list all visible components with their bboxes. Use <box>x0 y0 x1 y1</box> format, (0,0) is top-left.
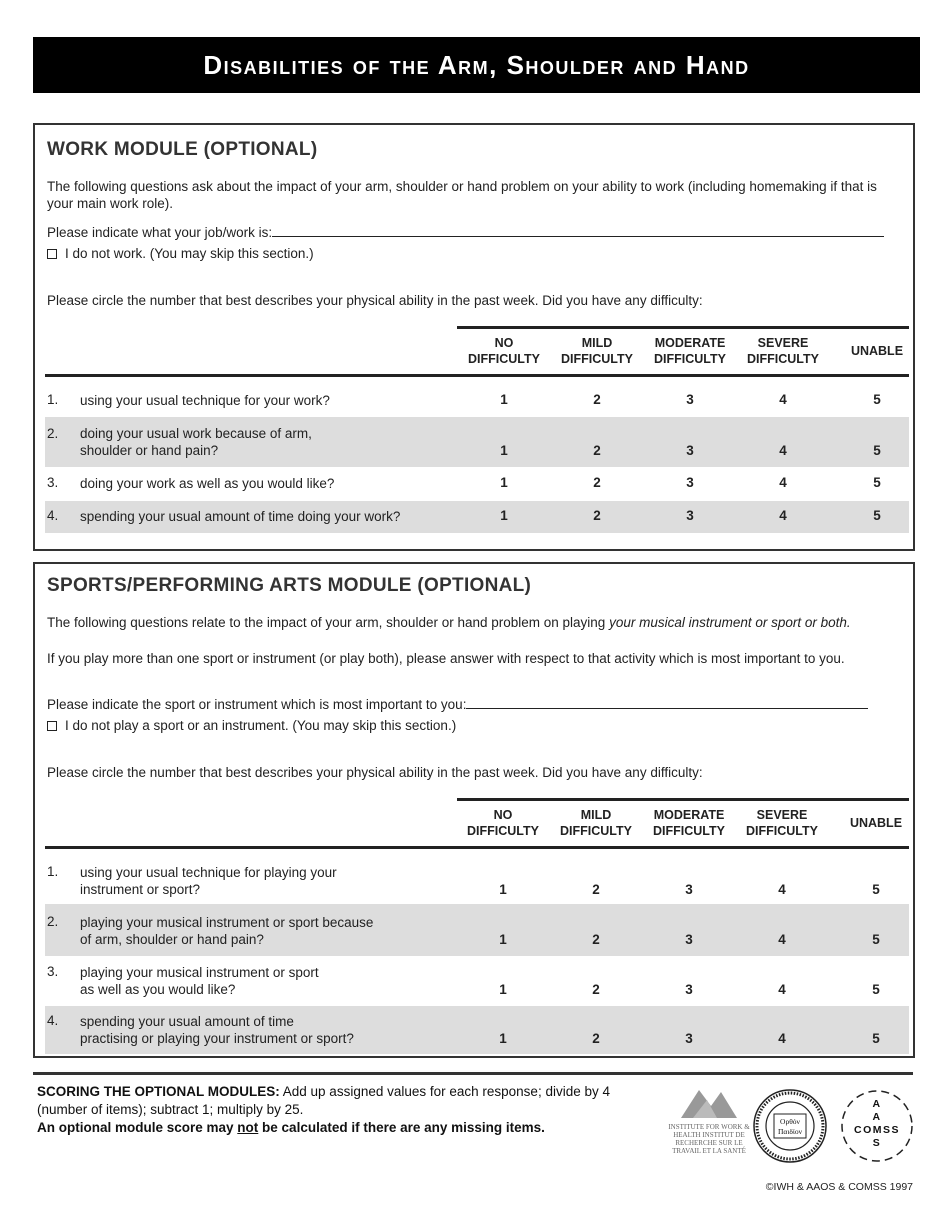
rating-5[interactable]: 5 <box>872 882 880 897</box>
rating-4[interactable]: 4 <box>779 443 787 458</box>
rating-1[interactable]: 1 <box>500 392 508 407</box>
work-module <box>33 123 915 551</box>
work-col-unable: UNABLE <box>850 344 904 358</box>
table-row: 1. using your usual technique for playing your instrument or sport? 1 2 3 4 5 <box>45 854 909 904</box>
page-banner <box>33 37 920 93</box>
question-text: doing your work as well as you would like? <box>80 476 335 491</box>
iwh-logo-text: INSTITUTE FOR WORK & HEALTH INSTITUT DE RECHERCHE SUR LE TRAVAIL ET LA SANTÉ <box>668 1123 750 1155</box>
work-header-top-rule <box>457 326 909 329</box>
rating-2[interactable]: 2 <box>592 932 600 947</box>
work-col-mild-difficulty: MILD DIFFICULTY <box>561 336 633 366</box>
rating-1[interactable]: 1 <box>500 443 508 458</box>
page-title: Disabilities of the Arm, Shoulder and Hand <box>203 49 750 80</box>
rating-2[interactable]: 2 <box>593 508 601 523</box>
table-row: 3. playing your musical instrument or sport as well as you would like? 1 2 3 4 5 <box>45 956 909 1006</box>
no-sport-checkbox[interactable] <box>47 721 57 731</box>
question-text: using your usual technique for your work? <box>80 393 330 408</box>
rating-4[interactable]: 4 <box>779 475 787 490</box>
rating-2[interactable]: 2 <box>592 1031 600 1046</box>
sports-col-moderate-difficulty: MODERATE DIFFICULTY <box>653 808 725 838</box>
rating-3[interactable]: 3 <box>686 475 694 490</box>
rating-5[interactable]: 5 <box>873 443 881 458</box>
question-text: playing your musical instrument or sport because of arm, shoulder or hand pain? <box>80 915 374 947</box>
rating-4[interactable]: 4 <box>779 392 787 407</box>
iwh-mountain-icon <box>679 1086 739 1118</box>
table-row: 2. playing your musical instrument or sport because of arm, shoulder or hand pain? 1 2 3 4 5 <box>45 904 909 956</box>
table-row: 1. using your usual technique for your work? 1 2 3 4 5 <box>45 383 909 417</box>
iwh-logo <box>668 1086 750 1155</box>
rating-3[interactable]: 3 <box>686 392 694 407</box>
rating-2[interactable]: 2 <box>592 982 600 997</box>
footer-rule <box>33 1072 913 1075</box>
no-work-checkbox[interactable] <box>47 249 57 259</box>
aaos-seal-greek-1: Ορθόν <box>780 1117 800 1126</box>
rating-4[interactable]: 4 <box>779 508 787 523</box>
sports-col-severe-difficulty: SEVERE DIFFICULTY <box>746 808 818 838</box>
rating-1[interactable]: 1 <box>499 1031 507 1046</box>
rating-5[interactable]: 5 <box>872 1031 880 1046</box>
table-row: 4. spending your usual amount of time doing your work? 1 2 3 4 5 <box>45 501 909 533</box>
sport-prompt-label: Please indicate the sport or instrument which is most important to you: <box>47 697 467 712</box>
sports-module <box>33 562 915 1058</box>
rating-1[interactable]: 1 <box>500 508 508 523</box>
work-intro: The following questions ask about the impact of your arm, shoulder or hand problem on your ability to work (including homemaking if that is your main work role). <box>47 179 877 211</box>
comss-logo-text: A A COMSS S <box>853 1098 900 1149</box>
rating-3[interactable]: 3 <box>686 508 694 523</box>
rating-1[interactable]: 1 <box>499 932 507 947</box>
question-text: doing your usual work because of arm, shoulder or hand pain? <box>80 426 312 458</box>
aaos-seal-greek-2: Παιδίον <box>777 1127 803 1136</box>
rating-5[interactable]: 5 <box>872 932 880 947</box>
work-header-bottom-rule <box>45 374 909 377</box>
question-text: spending your usual amount of time practising or playing your instrument or sport? <box>80 1014 354 1046</box>
scoring-instructions <box>37 1083 637 1137</box>
rating-3[interactable]: 3 <box>685 982 693 997</box>
sports-module-title: SPORTS/PERFORMING ARTS MODULE (OPTIONAL) <box>47 575 532 596</box>
sports-instruction: Please circle the number that best describes your physical ability in the past week. Did you have any difficulty: <box>47 765 703 780</box>
sports-col-unable: UNABLE <box>849 816 903 830</box>
comss-logo <box>839 1088 915 1164</box>
no-work-option[interactable] <box>47 246 314 261</box>
rating-3[interactable]: 3 <box>685 882 693 897</box>
work-col-severe-difficulty: SEVERE DIFFICULTY <box>747 336 819 366</box>
rating-2[interactable]: 2 <box>593 475 601 490</box>
rating-3[interactable]: 3 <box>685 932 693 947</box>
work-col-no-difficulty: NO DIFFICULTY <box>468 336 540 366</box>
rating-2[interactable]: 2 <box>592 882 600 897</box>
table-row: 2. doing your usual work because of arm, shoulder or hand pain? 1 2 3 4 5 <box>45 417 909 467</box>
question-text: playing your musical instrument or sport as well as you would like? <box>80 965 319 997</box>
work-module-title: WORK MODULE (OPTIONAL) <box>47 139 318 160</box>
no-sport-label: I do not play a sport or an instrument. (You may skip this section.) <box>65 718 457 733</box>
rating-5[interactable]: 5 <box>873 508 881 523</box>
rating-5[interactable]: 5 <box>872 982 880 997</box>
rating-1[interactable]: 1 <box>499 882 507 897</box>
work-col-moderate-difficulty: MODERATE DIFFICULTY <box>654 336 726 366</box>
aaos-seal <box>752 1088 828 1164</box>
question-text: spending your usual amount of time doing your work? <box>80 509 401 524</box>
sport-input-line[interactable] <box>466 695 868 709</box>
rating-3[interactable]: 3 <box>685 1031 693 1046</box>
sports-intro: The following questions relate to the impact of your arm, shoulder or hand problem on playing your musical instrument or sport or both. <box>47 615 851 630</box>
sports-header-top-rule <box>457 798 909 801</box>
scoring-text: Add up assigned values for each response; divide by 4 (number of items); subtract 1; multiply by 25. <box>37 1084 610 1117</box>
job-prompt-label: Please indicate what your job/work is: <box>47 225 273 240</box>
aaos-seal-icon <box>752 1088 828 1164</box>
sports-header-bottom-rule <box>45 846 909 849</box>
rating-3[interactable]: 3 <box>686 443 694 458</box>
question-text: using your usual technique for playing your instrument or sport? <box>80 865 337 897</box>
sport-prompt <box>47 695 868 712</box>
rating-2[interactable]: 2 <box>593 392 601 407</box>
job-input-line[interactable] <box>272 223 884 237</box>
rating-4[interactable]: 4 <box>778 1031 786 1046</box>
no-work-label: I do not work. (You may skip this section.) <box>65 246 314 261</box>
scoring-note: An optional module score may not be calculated if there are any missing items. <box>37 1120 545 1135</box>
sports-col-mild-difficulty: MILD DIFFICULTY <box>560 808 632 838</box>
sports-intro-2: If you play more than one sport or instrument (or play both), please answer with respect to that activity which is most important to you. <box>47 651 845 666</box>
work-instruction: Please circle the number that best describes your physical ability in the past week. Did you have any difficulty: <box>47 293 703 308</box>
rating-4[interactable]: 4 <box>778 982 786 997</box>
copyright: ©IWH & AAOS & COMSS 1997 <box>765 1181 913 1193</box>
rating-4[interactable]: 4 <box>778 932 786 947</box>
rating-1[interactable]: 1 <box>499 982 507 997</box>
table-row: 3. doing your work as well as you would like? 1 2 3 4 5 <box>45 467 909 501</box>
scoring-label: SCORING THE OPTIONAL MODULES: <box>37 1084 280 1099</box>
sports-col-no-difficulty: NO DIFFICULTY <box>467 808 539 838</box>
no-sport-option[interactable] <box>47 718 456 733</box>
rating-2[interactable]: 2 <box>593 443 601 458</box>
rating-1[interactable]: 1 <box>500 475 508 490</box>
rating-5[interactable]: 5 <box>873 392 881 407</box>
rating-5[interactable]: 5 <box>873 475 881 490</box>
table-row: 4. spending your usual amount of time practising or playing your instrument or sport? 1 2 3 4 5 <box>45 1006 909 1054</box>
job-prompt <box>47 223 884 240</box>
rating-4[interactable]: 4 <box>778 882 786 897</box>
